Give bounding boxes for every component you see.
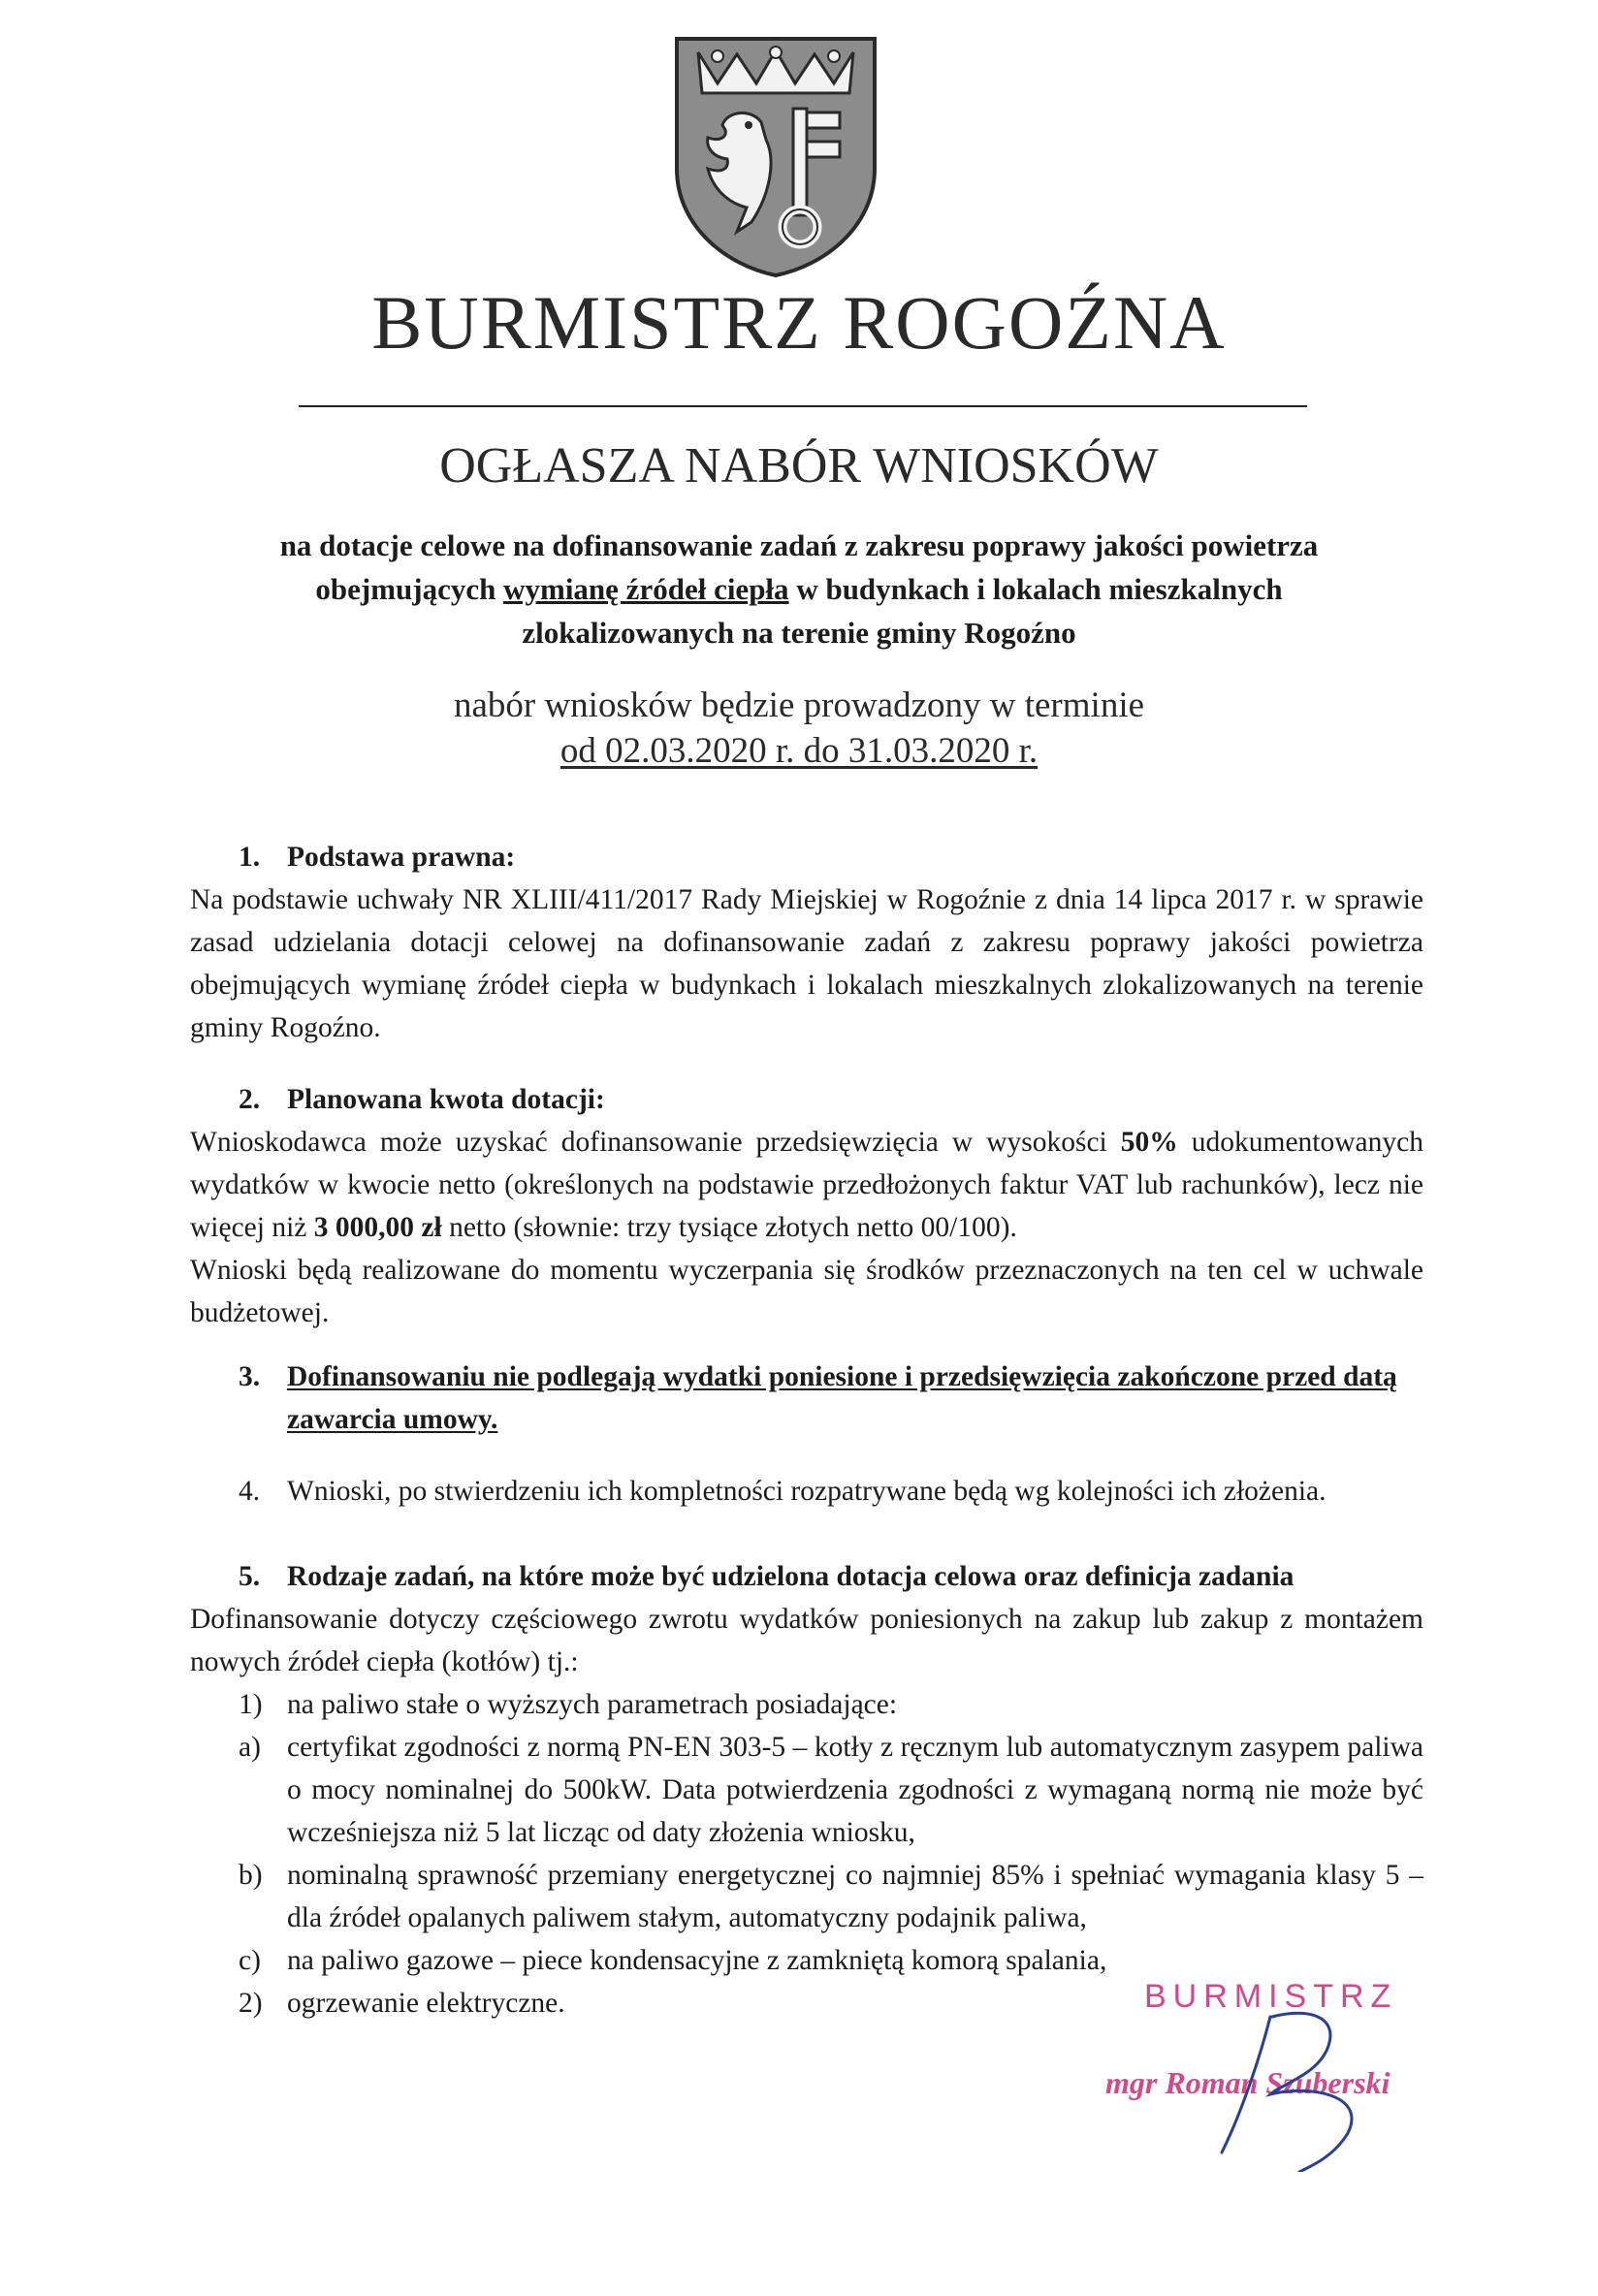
- section-number: 4.: [239, 1476, 261, 1507]
- list-marker: a): [239, 1732, 261, 1763]
- body-text: Wnioskodawca może uzyskać dofinansowanie przedsięwzięcia w wysokości: [190, 1127, 1121, 1158]
- section-1: [190, 836, 1423, 1049]
- section-number: 2.: [239, 1084, 261, 1115]
- section-2-body: [190, 1121, 1423, 1249]
- section-2-body-2: Wnioski będą realizowane do momentu wyczerpania się środków przeznaczonych na ten cel w uchwale budżetowej.: [190, 1255, 1423, 1328]
- section-2-heading: [190, 1078, 1423, 1121]
- section-2: [190, 1078, 1423, 1334]
- section-5: [190, 1555, 1423, 2025]
- section-1-body: Na podstawie uchwały NR XLIII/411/2017 Rady Miejskiej w Rogoźnie z dnia 14 lipca 2017 r. w sprawie zasad udzielania dotacji celowej na dofinansowanie zadań z zakresu poprawy jakości powietrza obejmujących wymianę źródeł ciepła w budynkach i lokalach mieszkalnych zlokalizowanych na terenie gminy Rogoźno.: [190, 884, 1423, 1043]
- list-marker: c): [239, 1945, 261, 1976]
- body-text: udokumentowanych wydatków w kwocie netto (określonych na podstawie przedłożonych faktur VAT lub rachunków), lecz nie więcej niż: [190, 1127, 1423, 1243]
- section-5-heading: [190, 1555, 1423, 1598]
- list-marker: 2): [239, 1988, 263, 2019]
- section-5-body: Dofinansowanie dotyczy częściowego zwrotu wydatków poniesionych na zakup lub zakup z montażem nowych źródeł ciepła (kotłów) tj.:: [190, 1604, 1423, 1677]
- section-title: Planowana kwota dotacji:: [287, 1084, 605, 1115]
- section-number: 3.: [239, 1361, 261, 1392]
- application-term: [0, 683, 1598, 774]
- list-item: [190, 1854, 1423, 1939]
- signature-icon: [1202, 1978, 1396, 2172]
- list-item: [190, 1726, 1423, 1854]
- stamp-title: BURMISTRZ: [1144, 1978, 1398, 2015]
- section-title: Podstawa prawna:: [287, 842, 516, 873]
- list-item: [190, 1683, 1423, 1726]
- section-number: 5.: [239, 1561, 261, 1592]
- intro-line-2: [145, 567, 1453, 611]
- term-dates: od 02.03.2020 r. do 31.03.2020 r.: [559, 731, 1039, 771]
- intro-text: [145, 524, 1453, 654]
- term-line: nabór wniosków będzie prowadzony w terminie: [453, 686, 1145, 725]
- stamp-name: mgr Roman Szuberski: [1105, 2065, 1390, 2100]
- page-subtitle: OGŁASZA NABÓR WNIOSKÓW: [439, 438, 1159, 494]
- list-text: na paliwo gazowe – piece kondensacyjne z zamkniętą komorą spalania,: [287, 1945, 1107, 1976]
- section-1-heading: [190, 836, 1423, 878]
- section-title: Dofinansowaniu nie podlegają wydatki poniesione i przedsięwzięcia zakończone przed datą zawarcia umowy.: [287, 1361, 1397, 1435]
- section-title: Rodzaje zadań, na które może być udzielona dotacja celowa oraz definicja zadania: [287, 1561, 1294, 1592]
- section-3-heading: [190, 1355, 1423, 1441]
- intro-line-2-pre: obejmujących: [315, 572, 504, 606]
- intro-line-1: na dotacje celowe na dofinansowanie zadań z zakresu poprawy jakości powietrza: [279, 528, 1319, 562]
- coat-of-arms-icon: [669, 33, 882, 280]
- page-title: BURMISTRZ ROGOŹNA: [371, 280, 1227, 365]
- intro-line-2-post: w budynkach i lokalach mieszkalnych: [788, 572, 1283, 606]
- list-text: ogrzewanie elektryczne.: [287, 1988, 565, 2019]
- percent-value: 50%: [1120, 1127, 1178, 1158]
- body-text: netto (słownie: trzy tysiące złotych netto 00/100).: [441, 1212, 1017, 1243]
- list-text: na paliwo stałe o wyższych parametrach posiadające:: [287, 1689, 898, 1720]
- title-divider: [299, 405, 1307, 407]
- list-marker: b): [239, 1860, 263, 1891]
- section-4-heading: [190, 1470, 1423, 1513]
- list-marker: 1): [239, 1689, 263, 1720]
- section-4: [190, 1470, 1423, 1513]
- intro-line-3: zlokalizowanych na terenie gminy Rogoźno: [522, 616, 1076, 650]
- list-text: certyfikat zgodności z normą PN-EN 303-5 – kotły z ręcznym lub automatycznym zasypem paliwa o mocy nominalnej do 500kW. Data potwierdzenia zgodności z wymaganą normą nie może być wcześniejsza niż 5 lat licząc od daty złożenia wniosku,: [287, 1732, 1423, 1848]
- amount-value: 3 000,00 zł: [313, 1212, 442, 1243]
- section-title: Wnioski, po stwierdzeniu ich kompletności rozpatrywane będą wg kolejności ich złożenia.: [287, 1476, 1326, 1507]
- section-3: [190, 1355, 1423, 1441]
- intro-line-2-underlined: wymianę źródeł ciepła: [503, 572, 789, 606]
- list-text: nominalną sprawność przemiany energetycznej co najmniej 85% i spełniać wymagania klasy 5 – dla źródeł opalanych paliwem stałym, automatyczny podajnik paliwa,: [287, 1860, 1423, 1933]
- section-number: 1.: [239, 842, 261, 873]
